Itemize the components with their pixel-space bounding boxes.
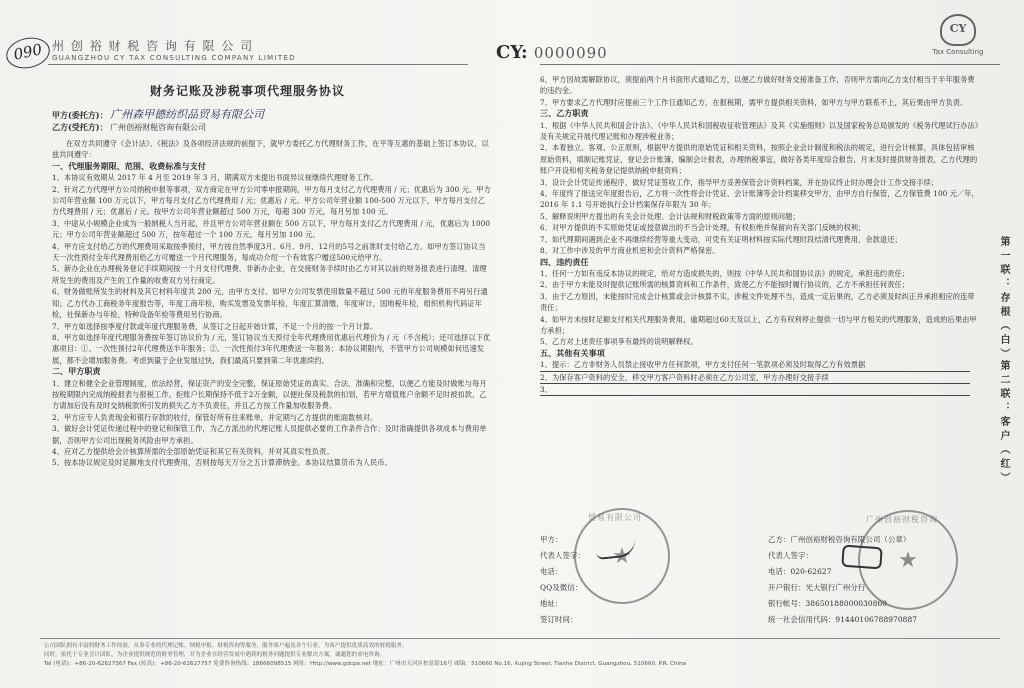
s3-item-5: 5、解释说明甲方提出的有关会计处理、会计法规和财税政策等方面的原则问题； <box>540 211 800 221</box>
s3-item-1: 1、根据《中华人民共和国会计法》、《中华人民共和国税收征收管理法》及其《实施细则》以及国家税务总局颁发的《税务代理试行办法》及有关规定开展代理记账和办理涉税业务； <box>540 120 979 142</box>
sig-b-bank-label: 开户银行：光大银行 <box>768 583 836 592</box>
sig-a-qq: QQ及微信： <box>540 583 583 592</box>
s1-item-4: 4、甲方应支付给乙方的代理费用采取按季预付，甲方按自然季度3月、6月、9月、12月的5号之前准时支付给乙方。如甲方签订协议当天一次性预付全年代理费用给乙方可赠送一个月代理服务，每成功介绍一个有效客户赠送500元给甲方。 <box>52 241 486 263</box>
s1-item-1: 1、本协议有效期从 2017 年 4 月至 2019 年 3 月，期满双方未提出书面异议视继续代理财务工作。 <box>52 173 378 183</box>
stamp-star-icon-b: ★ <box>898 547 918 573</box>
signature-scribble-b <box>841 545 882 570</box>
company-logo <box>928 14 988 60</box>
s5-item-1 <box>540 359 980 371</box>
stub-part1: 第一联：存根（白） <box>998 236 1009 362</box>
sig-b-bank-value: 广州分行 <box>835 583 866 592</box>
contract-number <box>496 42 608 63</box>
company-name-cn: 州 创 裕 财 税 咨 询 有 限 公 司 <box>52 39 254 53</box>
sig-b-phone-value: 62627 <box>807 567 832 576</box>
s4-item-4: 4、如甲方未按时足额支付相关代理服务费用，逾期超过60天及以上，乙方有权利停止提供一切与甲方相关的代理服务，造成的后果由甲方承担； <box>540 314 977 335</box>
sig-a-rep: 代表人签字： <box>540 551 585 560</box>
sig-a-date: 签订时间： <box>540 615 578 624</box>
s2-item-4: 4、应对乙方提供给会计核算所需的全部原始凭证和其它有关资料，并对其真实性负责。 <box>52 446 334 456</box>
footer-rule <box>40 638 1000 639</box>
s5-item-1-text: 1、提示：乙方非财务人员禁止接收甲方任何款项，甲方支付任何一笔款项必须及时取得乙方有效票据 <box>540 359 970 371</box>
serial-handwritten <box>3 34 52 72</box>
s1-item-3: 3、中途从小规模企业成为一般纳税人当月起，并且甲方公司年营业额在 500 万以下，甲方每月支付乙方代理费用 / 元，优惠后为 1000 元；甲方公司年营业额超过 500 万，按年超过一个 100 万元，每月另加 100 元。 <box>52 218 491 240</box>
s2-item-3: 3、做好会计凭证传递过程中的登记和保管工作，为乙方派出的代理记账人员提供必要的工作条件合作；及时准确提供各项成本与费用单据，否则甲方公司出现税务风险由甲方承担。 <box>52 424 487 445</box>
party-b-label: 乙方(受托方)： <box>52 122 108 132</box>
s3-item-4: 4、年度终了报送完年度报告后，乙方将一次性将会计凭证、会计账簿等会计档案移交甲方，由甲方自行保管，乙方保管费 100 元／年，2016 年 1.1 号开始执行会计档案保存年限为 30 年； <box>540 189 979 210</box>
sig-a-phone: 电话： <box>540 567 563 576</box>
section3-title: 三、乙方职责 <box>540 108 589 119</box>
section5-title: 五、其他有关事项 <box>540 347 605 358</box>
header-rule-left <box>48 64 468 65</box>
footer <box>44 642 994 669</box>
sig-b-account-value: 38650188000030860 <box>805 599 888 608</box>
rt-item-7: 7、甲方要求乙方代理时应提前三个工作日通知乙方，在报税期，需甲方提供相关资料，如甲方与甲方联系不上，其后果由甲方负责。 <box>540 97 968 107</box>
sig-b-rep: 代表人签字： <box>768 551 813 560</box>
logo-mark <box>940 14 976 46</box>
intro-text: 在双方共同遵守《会计法》、《税法》及各项经济法规的前提下，就甲方委托乙方代理财务工作，在平等互惠的基础上签订本协议，以兹共同遵守： <box>52 139 489 160</box>
s3-item-8: 8、对工作中涉及的甲方商业机密和会计资料严格保密。 <box>540 246 720 256</box>
right-column <box>540 74 980 396</box>
s1-item-8: 8、甲方如选择年度代理服务费按年签订协议价为 / 元，签订协议当天预付全年代理费用优惠后代理价为 / 元（不含税）；还可选择以下优惠项目：①、一次性预付2年代理费送半年服务；②、一次性预付3年代理费送一年服务；本协议期限内，不管甲方公司规模如何迅速发展，都不会增加服务费。考虑到量于企业发展过快，我们最高只要到第二年优惠续约。 <box>52 332 491 365</box>
s5-item-2-text: 2、为保存客户资料的安全，移交甲方客户资料时必须在乙方公司室，甲方办理好交接手续 <box>540 372 970 384</box>
stamp-star-icon: ★ <box>612 543 632 569</box>
s5-item-3 <box>540 384 980 396</box>
sig-b-credit-value: 91440106788970887 <box>835 615 918 624</box>
company-name-en: GUANGZHOU CY TAX CONSULTING COMPANY LIMITED <box>52 54 296 62</box>
s3-item-7: 7、如代理期间遇到企业不再继续经营等重大变动，可凭有关证明材料按实际代理时段结清代理费用，余款退还； <box>540 234 902 244</box>
sig-b-phone-label: 电话：020- <box>768 567 808 576</box>
s4-item-2: 2、由于甲方未能及时提供记账所需的核算资料和工作条件，致使乙方不能按时履行协议的，乙方不承担任何责任； <box>540 280 910 290</box>
party-a-row <box>52 106 264 122</box>
sig-b-credit <box>768 612 988 628</box>
s4-item-5: 5、乙方对上述责任事项享有最终的说明解释权。 <box>540 337 698 347</box>
party-b-name: 广州创裕财税咨询有限公司 <box>110 123 207 132</box>
sig-b-party: 乙方：广州创裕财税咨询有限公司（公章） <box>768 535 911 544</box>
party-a-name: 广州森甲德纺织品贸易有限公司 <box>110 108 265 121</box>
s3-item-3: 3、设计会计凭证传递程序，做好凭证签收工作，指导甲方妥善保管会计资料档案，并在协议终止时办理会计工作交接手续； <box>540 177 939 187</box>
header-rule-right <box>540 64 1000 65</box>
serial-text: 090 <box>11 40 44 64</box>
logo-caption: Tax Consulting <box>932 48 984 56</box>
s3-item-6: 6、对甲方提供的不实原始凭证或授意做出的不当会计处理，有权拒绝并保留向有关部门反映的权利； <box>540 223 866 233</box>
sig-b-account-label: 银行帐号： <box>768 599 806 608</box>
left-column <box>52 138 492 469</box>
s1-item-7: 7、甲方如选择按季度付款或年度代理服务费，从签订之日起开始计算，不足一个月的按一个月计算。 <box>52 321 378 331</box>
footer-line-1: 公司团队拥有丰富的财务工作经验，从事专业的代理记账、纳税申报、财税咨询等服务，服务客户遍及各个行业，为客户提供优质高效的财税服务。 <box>44 643 408 649</box>
s4-item-1: 1、任何一方如有违反本协议的规定，给对方造成损失的，则按《中华人民共和国协议法》的规定，承担违约责任； <box>540 268 910 278</box>
rt-item-6: 6、甲方因故需解除协议，须提前两个月书面形式通知乙方，以便乙方做好财务交接准备工作，否则甲方需向乙方支付相当于半年服务费的违约金。 <box>540 75 975 96</box>
s2-item-1: 1、建立和健全企业管理制度，依法经营，保证资产的安全完整，保证原始凭证的真实、合法、准确和完整，以便乙方能及时做账与每月按税期限内完成纳税报表与报税工作。拒账户长期保持不低于2万金额，以便社保及税款的扣划，若甲方增值账户余额不足时被扣款，乙方请加后没有及时交纳税款所引发的损失乙方不负责任，并且乙方按工作量加收服务费。 <box>52 378 487 411</box>
party-b-stamp-text: 广州创裕财税咨询 <box>866 515 938 524</box>
section1-title: 一、代理服务期限、范围、收费标准与支付 <box>52 160 206 171</box>
contract-digits: 0000090 <box>533 44 608 62</box>
logo-text: CY <box>949 22 967 35</box>
s4-item-3: 3、由于乙方原因，未能按时完成会计核算或会计核算不实，涉税文件处理不当，造成一定后果的，乙方必须及时纠正并承担相应的连带责任； <box>540 291 975 313</box>
sig-a-address: 地址： <box>540 599 563 608</box>
s2-item-5: 5、按本协议规定及时足额地支付代理费用，否则按每天万分之五计算滞纳金。本协议结算货币为人民币。 <box>52 458 392 468</box>
s5-item-3-text: 3、 <box>540 384 970 396</box>
s1-item-6: 6、财务做账所发生的材料及其它材料年度共 200 元，由甲方支付。如甲方公司发票使用数量不超过 500 元的年度服务费用不再另行通知；乙方代办工商税务年度报告等，年度工商年检，购买发票及发票年检，年度汇算清缴，年度审计，国地税年检，组织机构代码证年检，社保新办与年检，特种设备年检等费用另行协商。 <box>52 287 488 320</box>
footer-contact-line: Tel (电话)：+86-20-62627367 Fax (传真)：+86-20-62627757 免费咨询热线：18666098515 网址：Http://www.gdcpa.net 地址：广州市天河区柏景街16号 邮编：510660 No.16, Xujing Street, Tianhe District, Guangzhou, 510660, P.R. China <box>44 661 687 667</box>
s1-item-2: 2、针对乙方代理甲方公司纳税申报等事项，双方商定在甲方公司零申报期间，甲方每月支付乙方代理费用 / 元；优惠后为 300 元。甲方公司年营业额 100 万元以下，甲方每月支付乙方代理费用 / 元；优惠后 / 元。甲方公司年营业额 100-500 万元以下，甲方每月支付乙方代理费用 / 元；优惠后 / 元。按甲方公司年营业额超过 500 万元，每超 300 万元，每月另加 100 元。 <box>52 184 491 217</box>
s5-item-2 <box>540 372 980 384</box>
document-title: 财务记账及涉税事项代理服务协议 <box>150 84 346 98</box>
section2-title: 二、甲方职责 <box>52 366 101 377</box>
contract-prefix: CY: <box>496 42 528 63</box>
sig-b-credit-label: 统一社会信用代码： <box>768 615 836 624</box>
party-a-label: 甲方(委托方)： <box>52 110 108 120</box>
party-b-row <box>52 122 206 133</box>
s3-item-2: 2、本着独立、客观、公正原则，根据甲方提供的原始凭证和相关资料，按照企业会计制度和税法的规定，进行会计核算，具体包括审核原始资料，填制记账凭证，登记会计账簿，编制会计报表，办理纳税事宜，做好各类年度综合报告，月末及时提供财务报表，乙方代理的账户开设和相关税务登记提供纳税申报资料； <box>540 143 978 176</box>
footer-line-2: 同时，依托于专业会计团队，为企业提供规范的财务管理，并为企业在经营发展中遇到的税务问题提供专业解决方案，诚邀您的来电咨询。 <box>44 652 386 658</box>
section4-title: 四、违约责任 <box>540 256 589 267</box>
party-a-stamp-text: 贸易有限公司 <box>588 513 642 522</box>
stub-part2: 第二联：客户（红） <box>998 360 1009 486</box>
s1-item-5: 5、新办企业在办理税务登记手续期间按一个月支付代理费，非新办企业，在交接财务手续时由乙方对其以前的财务报表进行清理，清理所发生的费用及产生的工作量的收费双方另行商定。 <box>52 264 487 285</box>
s2-item-2: 2、甲方应专人负责现金和银行存款的收付，保管好所有往来账单，并定期与乙方提供的账面数核对。 <box>52 412 378 422</box>
sig-a-party: 甲方： <box>540 535 563 544</box>
